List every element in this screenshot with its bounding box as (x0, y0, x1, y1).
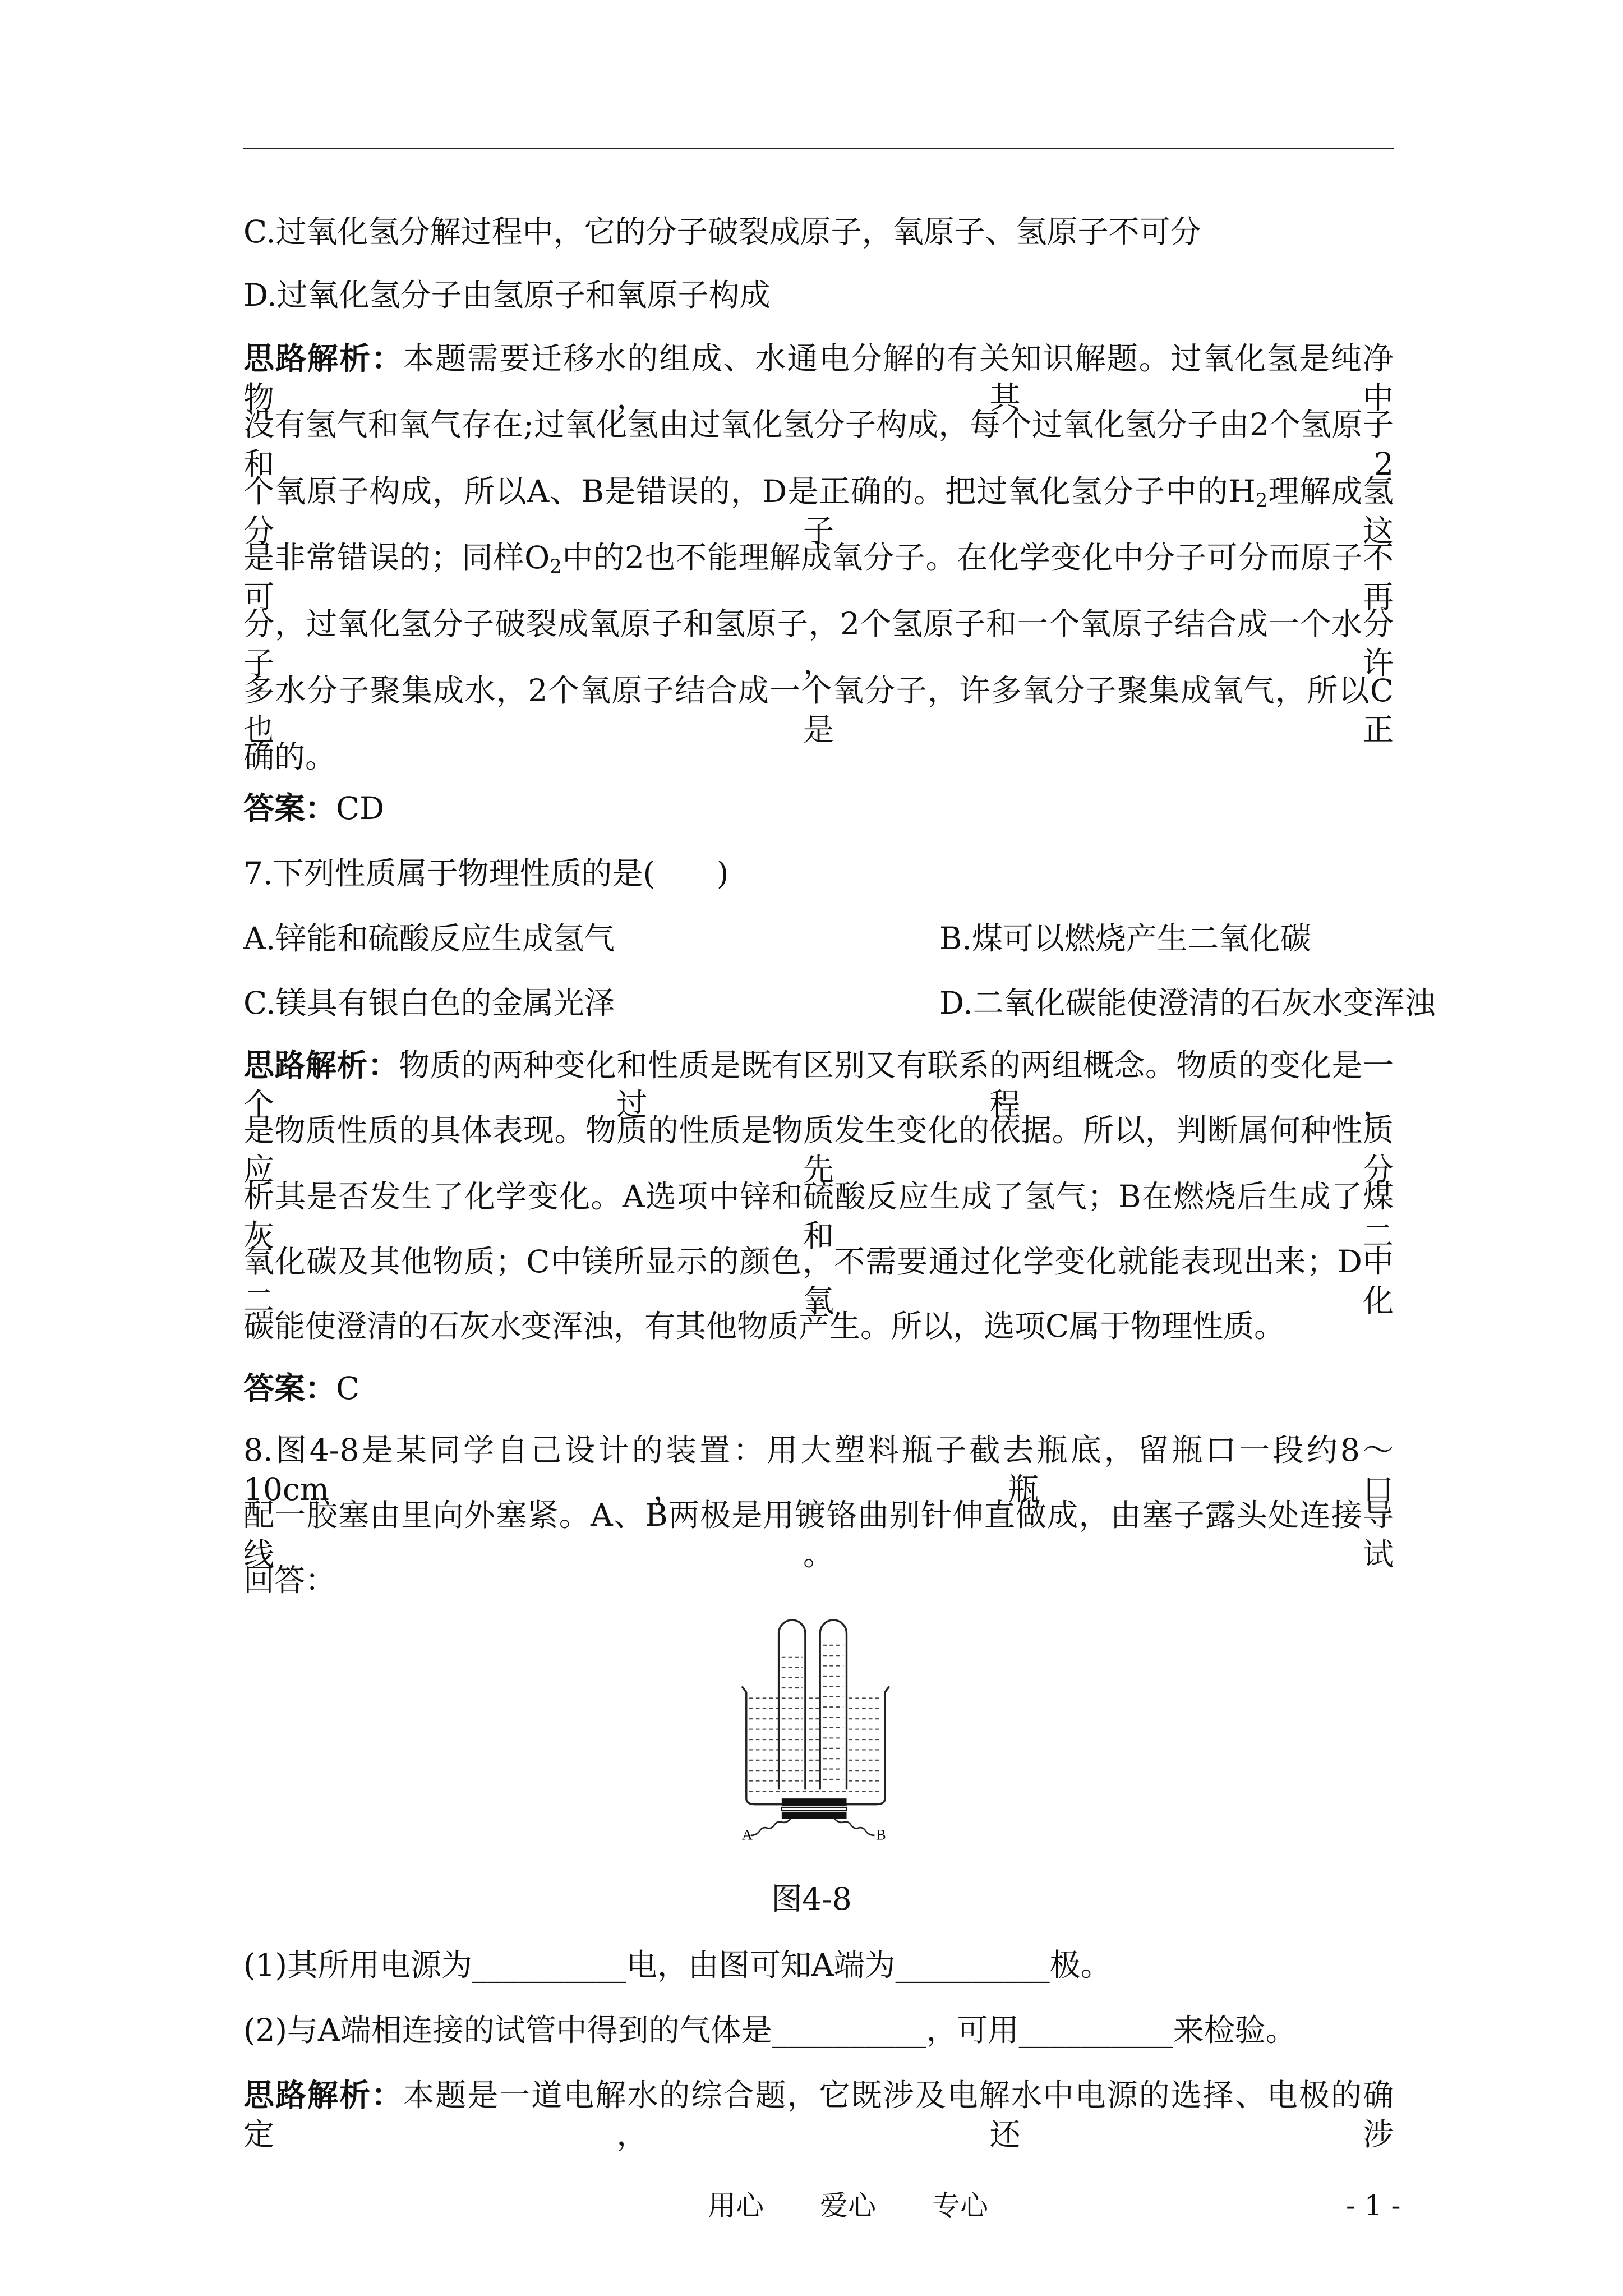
q8-part-2: (2)与A端相连接的试管中得到的气体是__________，可用__________来检验。 (243, 2012, 1297, 2048)
stopper-top (782, 1798, 847, 1806)
q6-analysis-line: 分，过氧化氢分子破裂成氧原子和氢原子，2个氢原子和一个氧原子结合成一个水分子，许 (243, 606, 1394, 681)
wire-b (834, 1819, 874, 1835)
analysis-label: 思路解析： (243, 340, 404, 376)
q7-analysis-line: 是物质性质的具体表现。物质的性质是物质发生变化的依据。所以，判断属何种性质应先分 (243, 1112, 1394, 1188)
q7-stem: 7.下列性质属于物理性质的是( ) (243, 855, 729, 891)
subscript: 2 (550, 555, 562, 578)
q8-analysis-line (243, 2076, 1394, 2152)
q6-analysis-line (243, 339, 1394, 416)
wire-a (751, 1819, 791, 1835)
electrode-label-b: B (876, 1826, 886, 1843)
subscript: 2 (1255, 489, 1268, 512)
q6-option-c: C.过氧化氢分解过程中，它的分子破裂成原子，氧原子、氢原子不可分 (243, 214, 1201, 250)
q8-stem-line: 配一胶塞由里向外塞紧。A、B两极是用镀铬曲别针伸直做成，由塞子露头处连接导线。试 (243, 1497, 1394, 1572)
analysis-text: 理解成氢分子这 (243, 473, 1394, 549)
answer-label: 答案： (243, 790, 336, 826)
q6-analysis-line: 多水分子聚集成水，2个氧原子结合成一个氧分子，许多氧分子聚集成氧气，所以C也是正 (243, 673, 1394, 748)
beaker-water (749, 1698, 882, 1791)
analysis-text: 本题是一道电解水的综合题，它既涉及电解水中电源的选择、电极的确定，还涉 (243, 2077, 1394, 2152)
header-rule (243, 148, 1394, 149)
analysis-text: 本题需要迁移水的组成、水通电分解的有关知识解题。过氧化氢是纯净物，其中 (243, 341, 1394, 416)
analysis-label: 思路解析： (243, 2077, 404, 2113)
stopper-bottom (782, 1812, 847, 1819)
q7-option-b: B.煤可以燃烧产生二氧化碳 (939, 921, 1311, 956)
q7-analysis-line: 氧化碳及其他物质；C中镁所显示的颜色，不需要通过化学变化就能表现出来；D中二氧化 (243, 1244, 1394, 1319)
q7-analysis-line: 碳能使澄清的石灰水变浑浊，有其他物质产生。所以，选项C属于物理性质。 (243, 1308, 1285, 1344)
beaker (742, 1686, 889, 1804)
answer-value: CD (336, 790, 385, 826)
q7-option-d: D.二氧化碳能使澄清的石灰水变浑浊 (939, 985, 1436, 1021)
q8-stem-line: 8.图4-8是某同学自己设计的装置：用大塑料瓶子截去瓶底，留瓶口一段约8～10cm，瓶口 (243, 1432, 1394, 1507)
q6-analysis-line (243, 538, 1394, 615)
analysis-text: 中的2也不能理解成氧分子。在化学变化中分子可分而原子不可再 (243, 540, 1394, 615)
q8-part-1: (1)其所用电源为__________电，由图可知A端为__________极。 (243, 1947, 1112, 1983)
q7-answer (243, 1369, 1394, 1408)
q7-analysis-line: 析其是否发生了化学变化。A选项中锌和硫酸反应生成了氢气；B在燃烧后生成了煤灰和二 (243, 1179, 1394, 1254)
page-number: - 1 - (1346, 2189, 1401, 2222)
answer-label: 答案： (243, 1370, 336, 1406)
analysis-text: 物质的两种变化和性质是既有区别又有联系的两组概念。物质的变化是一个过程， (243, 1047, 1394, 1122)
answer-value: C (336, 1370, 360, 1406)
analysis-text: 个氧原子构成，所以A、B是错误的，D是正确的。把过氧化氢分子中的H (243, 473, 1256, 509)
q6-analysis-line (243, 472, 1394, 549)
q6-analysis-line: 没有氢气和氧气存在;过氧化氢由过氧化氢分子构成，每个过氧化氢分子由2个氢原子和2 (243, 407, 1394, 482)
q6-option-d: D.过氧化氢分子由氢原子和氧原子构成 (243, 277, 771, 313)
q7-option-a: A.锌能和硫酸反应生成氢气 (243, 921, 615, 956)
electrolysis-apparatus-figure (737, 1616, 892, 1852)
q6-answer (243, 789, 1394, 828)
q6-analysis-line: 确的。 (243, 739, 336, 775)
footer-motto: 用心 爱心 专心 (708, 2189, 988, 2222)
q7-analysis-line (243, 1046, 1394, 1122)
electrode-label-a: A (741, 1826, 753, 1843)
figure-caption: 图4-8 (771, 1881, 852, 1917)
q8-stem-line: 回答： (243, 1562, 336, 1598)
test-tube-left (779, 1620, 805, 1789)
stopper-middle (782, 1807, 847, 1810)
analysis-text: 是非常错误的；同样O (243, 540, 550, 576)
analysis-label: 思路解析： (243, 1047, 399, 1083)
q7-option-c: C.镁具有银白色的金属光泽 (243, 985, 615, 1021)
